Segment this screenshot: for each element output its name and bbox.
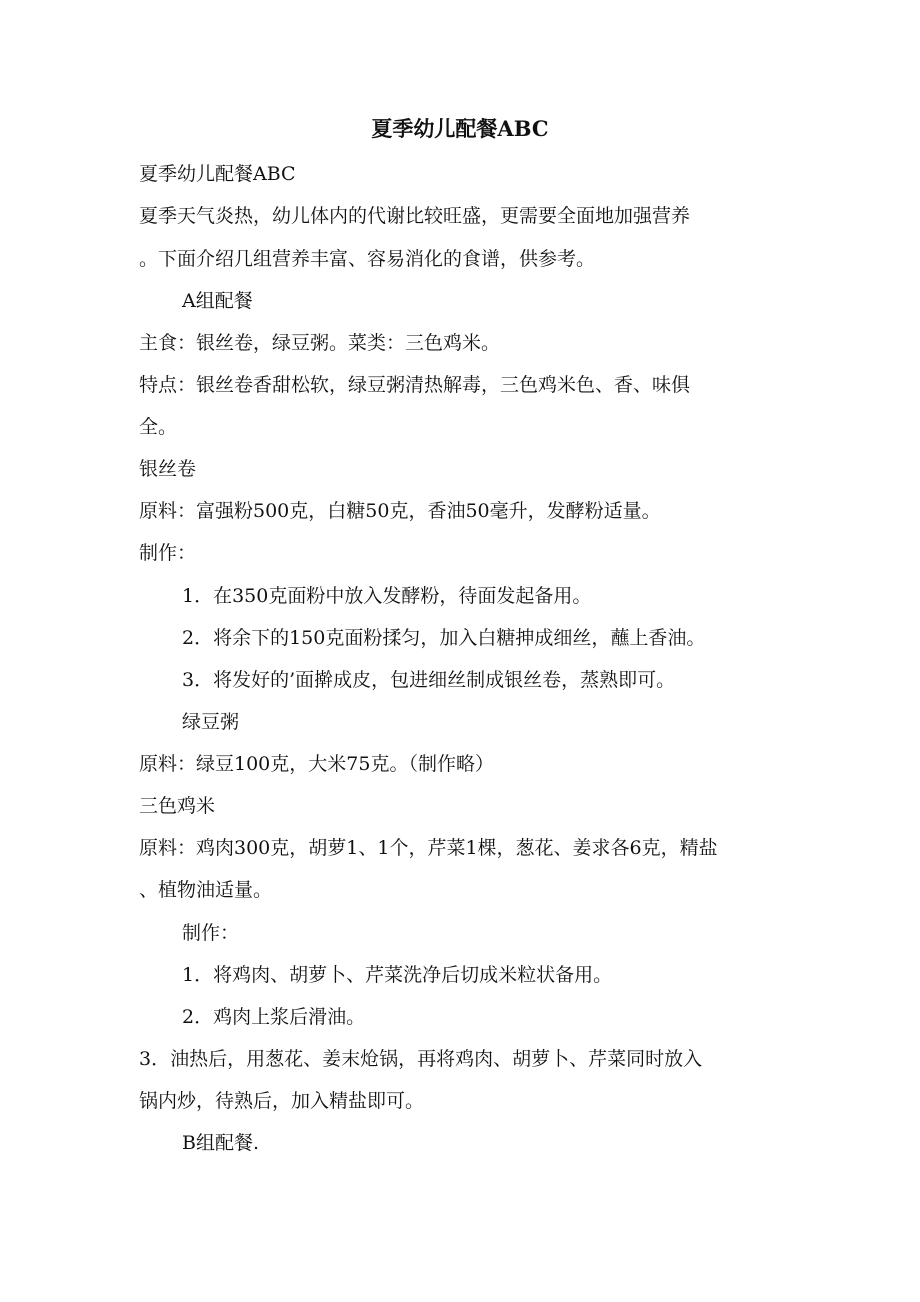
ingredients-line: 原料：富强粉500克，白糖50克，香油50毫升，发酵粉适量。 — [139, 500, 661, 522]
step-line: 3．油热后，用葱花、姜末炝锅，再将鸡肉、胡萝卜、芹菜同时放入 — [139, 1048, 703, 1070]
section-heading-b: B组配餐. — [182, 1132, 260, 1154]
recipe-heading: 三色鸡米 — [139, 795, 216, 817]
method-label: 制作： — [182, 922, 240, 944]
paragraph-line: 特点：银丝卷香甜松软，绿豆粥清热解毒，三色鸡米色、香、味俱 — [139, 374, 691, 396]
step-line: 3．将发好的’面擀成皮，包进细丝制成银丝卷，蒸熟即可。 — [182, 669, 676, 691]
page-title: 夏季幼儿配餐ABC — [371, 116, 549, 141]
subtitle-line: 夏季幼儿配餐ABC — [139, 163, 296, 185]
paragraph-line: 全。 — [139, 416, 178, 438]
paragraph-line: 主食：银丝卷，绿豆粥。菜类：三色鸡米。 — [139, 332, 501, 354]
recipe-heading: 银丝卷 — [139, 458, 197, 480]
intro-line: 。下面介绍几组营养丰富、容易消化的食谱，供参考。 — [139, 248, 596, 270]
intro-line: 夏季天气炎热，幼儿体内的代谢比较旺盛，更需要全面地加强营养 — [139, 205, 691, 227]
ingredients-line: 原料：鸡肉300克，胡萝1、1个，芹菜1棵，葱花、姜求各6克，精盐 — [139, 837, 718, 859]
step-line: 1．在350克面粉中放入发酵粉，待面发起备用。 — [182, 585, 592, 607]
step-line: 2．将余下的150克面粉揉匀，加入白糖抻成细丝，蘸上香油。 — [182, 627, 706, 649]
step-line: 1．将鸡肉、胡萝卜、芹菜洗净后切成米粒状备用。 — [182, 964, 613, 986]
section-heading-a: A组配餐 — [182, 290, 253, 312]
recipe-heading: 绿豆粥 — [182, 711, 240, 733]
step-line: 2．鸡肉上浆后滑油。 — [182, 1006, 366, 1028]
ingredients-line: 原料：绿豆100克，大米75克。（制作略） — [139, 753, 494, 775]
method-label: 制作： — [139, 542, 197, 564]
ingredients-line: 、植物油适量。 — [139, 879, 273, 901]
step-line: 锅内炒，待熟后，加入精盐即可。 — [139, 1090, 425, 1112]
